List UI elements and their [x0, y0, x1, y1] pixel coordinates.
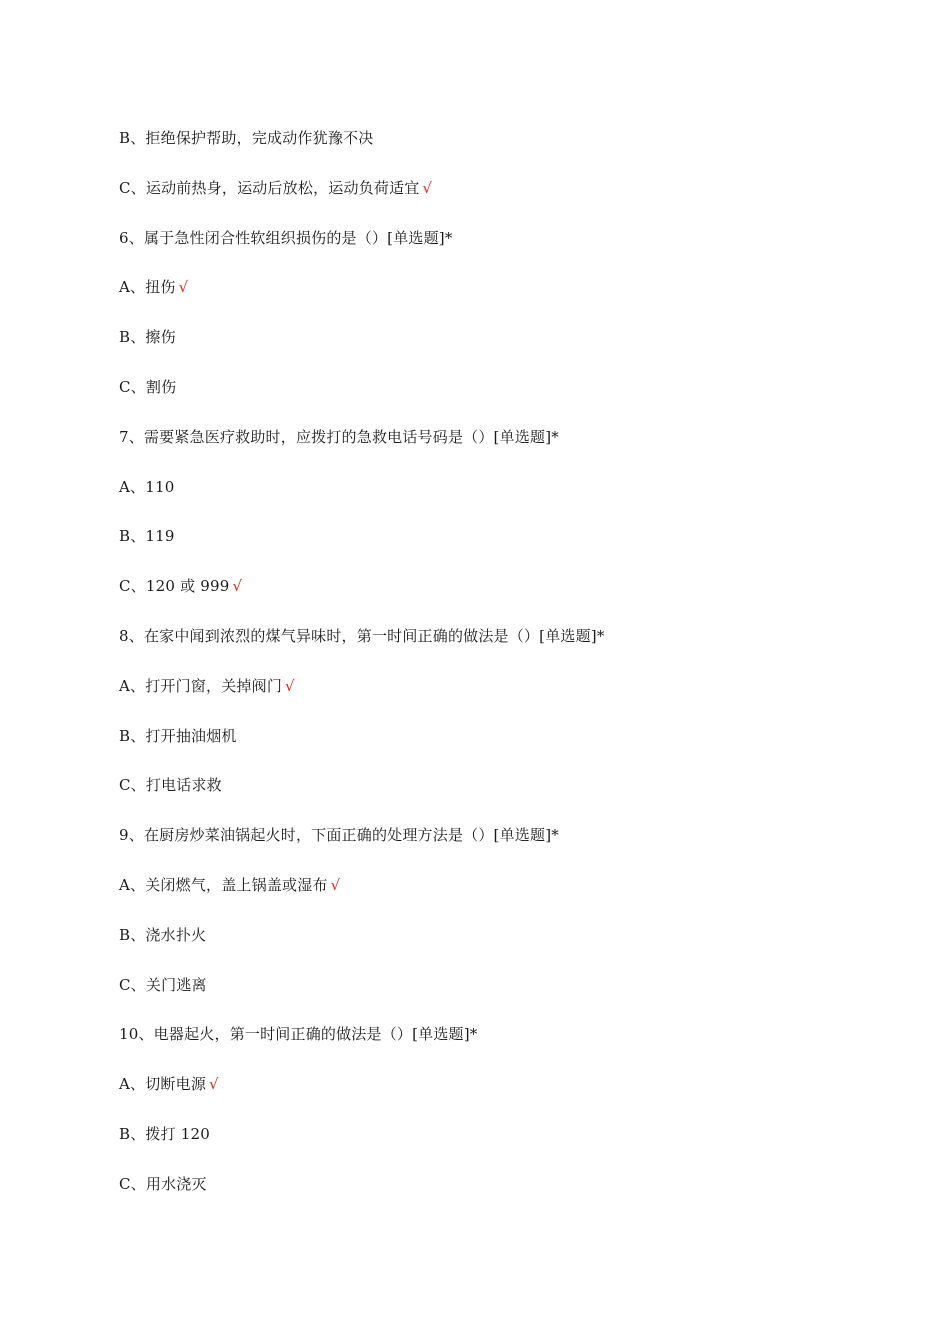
line-text: C、120 或 999	[119, 577, 230, 595]
answer-option	[119, 277, 188, 297]
line-text: A、切断电源	[119, 1075, 207, 1093]
answer-option	[119, 1124, 210, 1144]
question-text	[119, 1024, 478, 1044]
line-text: 7、需要紧急医疗救助时，应拨打的急救电话号码是（）[单选题]*	[119, 428, 559, 446]
question-text	[119, 626, 605, 646]
answer-option	[119, 327, 176, 347]
line-text: B、拨打 120	[119, 1125, 211, 1143]
question-text	[119, 825, 559, 845]
check-mark-icon: √	[422, 179, 433, 197]
line-text: C、运动前热身，运动后放松，运动负荷适宜	[119, 179, 420, 197]
answer-option	[119, 975, 207, 995]
check-mark-icon: √	[330, 876, 341, 894]
line-text: B、打开抽油烟机	[119, 727, 237, 745]
line-text: 10、电器起火，第一时间正确的做法是（）[单选题]*	[119, 1025, 478, 1043]
line-text: B、浇水扑火	[119, 926, 207, 944]
check-mark-icon: √	[232, 577, 243, 595]
answer-option	[119, 178, 432, 198]
answer-option	[119, 925, 206, 945]
answer-option	[119, 775, 222, 795]
answer-option	[119, 526, 175, 546]
line-text: B、擦伤	[119, 328, 176, 346]
answer-option	[119, 1074, 219, 1094]
line-text: 9、在厨房炒菜油锅起火时，下面正确的处理方法是（）[单选题]*	[119, 826, 559, 844]
answer-option	[119, 726, 237, 746]
line-text: A、扭伤	[119, 278, 176, 296]
answer-option	[119, 477, 174, 497]
line-text: B、拒绝保护帮助，完成动作犹豫不决	[119, 129, 374, 147]
line-text: C、用水浇灭	[119, 1175, 207, 1193]
check-mark-icon: √	[285, 677, 295, 695]
line-text: C、割伤	[119, 378, 177, 396]
answer-option	[119, 676, 295, 696]
check-mark-icon: √	[209, 1075, 219, 1093]
answer-option	[119, 377, 176, 397]
line-text: A、打开门窗，关掉阀门	[119, 677, 283, 695]
line-text: 6、属于急性闭合性软组织损伤的是（）[单选题]*	[119, 229, 453, 247]
line-text: A、110	[119, 478, 175, 496]
line-text: 8、在家中闻到浓烈的煤气异味时，第一时间正确的做法是（）[单选题]*	[119, 627, 605, 645]
answer-option	[119, 576, 242, 596]
check-mark-icon: √	[178, 278, 189, 296]
line-text: C、关门逃离	[119, 976, 207, 994]
line-text: A、关闭燃气，盖上锅盖或湿布	[119, 876, 328, 894]
line-text: B、119	[119, 527, 175, 545]
answer-option	[119, 875, 340, 895]
question-text	[119, 228, 453, 248]
line-text: C、打电话求救	[119, 776, 222, 794]
question-text	[119, 427, 559, 447]
answer-option	[119, 1174, 207, 1194]
answer-option	[119, 128, 373, 148]
